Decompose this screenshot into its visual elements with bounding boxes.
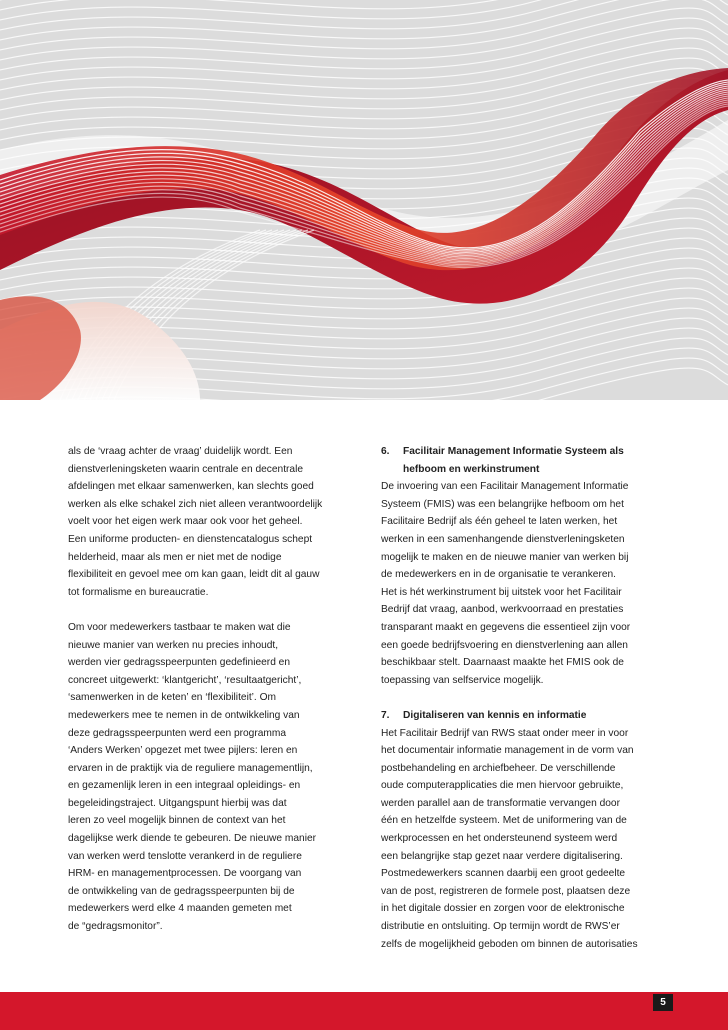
text-line: oude computerapplicaties die men hiervoor gebruikte, [381,780,624,792]
text-line: een goede bedrijfsvoering en dienstverlening aan allen [381,639,628,651]
text-line: medewerkers mee te nemen in de ontwikkeling van [68,709,300,721]
wave-line [0,18,728,70]
text-line: Bedrijf dat vraag, aanbod, werkvoorraad en prestaties [381,604,624,616]
section-6-heading [381,443,681,478]
paragraph-gap [68,601,353,619]
text-line: helderheid, maar als men er niet met de nodige [68,551,282,563]
wave-line [0,38,728,90]
text-line: de “gedragsmonitor”. [68,921,163,933]
text-line: nieuwe manier van werken nu precies inhoudt, [68,639,279,651]
text-line: werden parallel aan de transformatie vervangen door [381,797,620,809]
text-line: toepassing van selfservice mogelijk. [381,674,544,686]
section-6-title-line-1: Facilitair Management Informatie Systeem als [403,446,624,457]
text-line: transparant maakt en gegevens die essentieel zijn voor [381,621,631,633]
text-line: één en hetzelfde systeem. Met de uniformering van de [381,815,627,827]
text-line: Het Facilitair Bedrijf van RWS staat onder meer in voor [381,727,629,739]
text-line: ‘Anders Werken’ opgezet met twee pijlers: leren en [68,745,298,757]
text-line: ‘samenwerken in de keten’ en ‘flexibiliteit’. Om [68,692,276,704]
wave-line [0,258,728,310]
text-line: distributie en ontsluiting. Op termijn wordt de RWS’er [381,921,620,933]
text-line: van werken werd tenslotte verankerd in de reguliere [68,850,302,862]
text-line: dagelijkse werk diende te gebeuren. De nieuwe manier [68,833,317,845]
text-line: werken in een samenhangende dienstverleningsketen [381,533,625,545]
text-line: het documentair informatie management in de vorm van [381,745,634,757]
wave-line [0,48,728,100]
ribbon-graphic [0,0,728,400]
wave-line [0,58,728,110]
text-line: HRM- en managementprocessen. De voorgang van [68,868,302,880]
text-line: de medewerkers en in de organisatie te verankeren. [381,569,617,581]
hero-ribbon-illustration [0,0,728,400]
wave-line [0,0,728,10]
text-line: werkprocessen en het ondersteunend systeem werd [381,833,618,845]
text-line: Facilitaire Bedrijf als één geheel te laten werken, het [381,516,618,528]
text-line: een belangrijke stap gezet naar verdere digitalisering. [381,850,623,862]
text-line: leren zo veel mogelijk binnen de context van het [68,815,286,827]
text-line: begeleidingstraject. Uitgangspunt hierbij was dat [68,797,287,809]
text-line: flexibiliteit en gevoel mee om kan gaan, leidt dit al gauw [68,569,320,581]
section-7-title: Digitaliseren van kennis en informatie [403,709,587,721]
section-6-body [381,478,681,689]
text-line: Om voor medewerkers tastbaar te maken wat die [68,621,291,633]
left-paragraph-2 [68,619,353,936]
text-line: Het is hét werkinstrument bij uitstek voor het Facilitair [381,586,622,598]
text-line: van de post, registreren de formele post, plaatsen deze [381,885,631,897]
text-line: medewerkers werd elke 4 maanden gemeten met [68,903,292,915]
text-line: tot formalisme en bureaucratie. [68,586,209,598]
text-line: beschikbaar stelt. Daarnaast maakte het FMIS ook de [381,657,624,669]
text-line: afdelingen met elkaar samenwerken, kan slechts goed [68,481,314,493]
text-line: Postmedewerkers scannen daarbij een groot gedeelte [381,868,626,880]
text-line: werden vier gedragsspeerpunten gedefinieerd en [68,657,291,669]
section-7-heading [381,707,681,725]
left-paragraph-1 [68,443,353,601]
text-line: en gezamenlijk leren in een integraal opleidings- en [68,780,301,792]
text-line: in het digitale dossier en zorgen voor de elektronische [381,903,625,915]
footer-bar [0,992,728,1030]
text-line: voelt voor het eigen werk maar ook voor het geheel. [68,516,303,528]
left-text-column [68,443,353,936]
text-line: zelfs de mogelijkheid geboden om binnen de autorisaties [381,938,638,950]
text-line: als de ‘vraag achter de vraag’ duidelijk wordt. Een [68,446,293,457]
wave-line [0,8,728,60]
section-7-number: 7. [381,709,390,721]
text-line: Een uniforme producten- en dienstencatalogus schept [68,533,313,545]
text-line: Systeem (FMIS) was een belangrijke hefboom om het [381,498,624,510]
text-line: concreet uitgewerkt: ‘klantgericht’, ‘resultaatgericht’, [68,674,302,686]
page-number: 5 [653,994,673,1011]
text-line: postbehandeling en archiefbeheer. De verschillende [381,762,616,774]
text-line: mogelijk te maken en de nieuwe manier van werken bij [381,551,629,563]
text-line: ervaren in de praktijk via de reguliere managementlijn, [68,762,313,774]
text-line: De invoering van een Facilitair Management Informatie [381,481,629,493]
section-7-body [381,725,681,954]
wave-line [0,28,728,80]
text-line: de ontwikkeling van de gedragsspeerpunten bij de [68,885,295,897]
text-line: deze gedragsspeerpunten werd een programma [68,727,287,739]
paragraph-gap [381,689,681,707]
section-6-number: 6. [381,446,390,457]
text-line: dienstverleningsketen waarin centrale en decentrale [68,463,304,475]
right-text-column [381,443,681,953]
wave-line [0,0,728,30]
section-6-title-line-2: hefboom en werkinstrument [403,463,540,475]
text-line: werken als elke schakel zich niet alleen verantwoordelijk [68,498,323,510]
